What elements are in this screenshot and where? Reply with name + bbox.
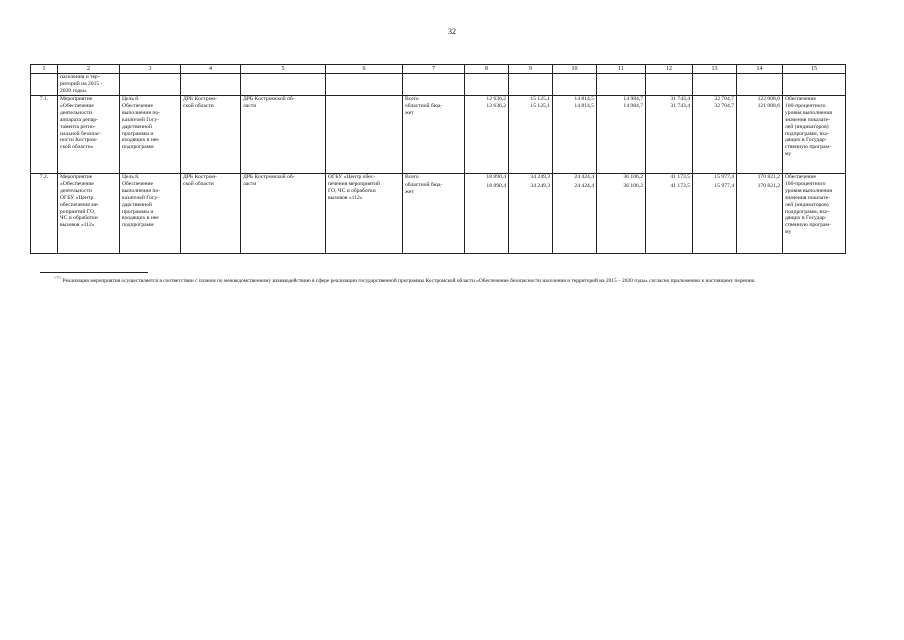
column-number: 7 [403,65,465,74]
value-cell: 32 704,7 [714,102,734,109]
column-number: 10 [553,65,597,74]
value-cell: 36 106,2 [623,174,643,180]
expected-result: Обеспечение 100-процентного уровня выполнения значения показате- лей (индикаторов) подпрограмм, вхо- дящих в Государ- ственную програм- му [783,174,846,254]
column-number: 14 [737,65,783,74]
value-cell: 31 743,4 [670,96,690,102]
value-cell: 122 008,6 [757,96,780,102]
program-table [30,64,846,254]
footnote-text: Реализация мероприятия осуществляется в соответствии с планом по межведомственному взаимодействию в сфере реализации государственной программы Костромской области «Обеспечение безопасности населения и территорий на 2015 – 2020 годы» согласно приложению к настоящему перечню. [61,277,756,284]
co-executor: ДРБ Костромской об- ласти [241,174,326,254]
value-cell: 24 424,4 [574,182,594,189]
event-name: Мероприятие «Обеспечение деятельности ОГБУ «Центр обеспечения ме- роприятий ГО, ЧС и обработки вызовов «112» [58,174,120,254]
page-number: 32 [448,27,456,36]
co-executor: ДРБ Костромской об- ласти [241,96,326,174]
value-cell: 31 743,4 [670,102,690,109]
value-cell: 12 636,2 [486,102,506,109]
value-cell: 18 890,4 [486,182,506,189]
value-cell: 41 173,5 [670,182,690,189]
participant [326,96,403,174]
value-cell: 15 125,1 [530,102,550,109]
table-row [31,96,846,174]
value-cell: 14 814,5 [574,102,594,109]
value-cell: 41 173,5 [670,174,690,180]
source-total: Всего [405,174,419,180]
value-cell: 170 821,2 [757,182,780,189]
value-cell: 32 704,7 [714,96,734,102]
responsible-executor: ДРБ Костром- ской области [181,174,241,254]
column-number: 4 [181,65,241,74]
row-number: 7.2. [31,174,58,254]
value-cell: 18 890,4 [486,174,506,180]
value-cell: 36 106,2 [623,182,643,189]
column-number: 15 [783,65,846,74]
funding-sources [403,174,465,254]
column-number-row [31,65,846,74]
goal: Цель 8. Обеспечение выполнения по- казателей Госу- дарственной программы и входящих в нее подпрограмм [120,174,181,254]
table-row [31,174,846,254]
value-cell: 12 636,2 [486,96,506,102]
event-name: Мероприятие «Обеспечение деятельности аппарата депар- тамента регио- нальной безопас- ности Костром- ской области» [58,96,120,174]
goal: Цель 8. Обеспечение выполнения по- казателей Госу- дарственной программы и входящих в нее подпрограмм [120,96,181,174]
value-cell: 15 977,4 [714,182,734,189]
column-number: 1 [31,65,58,74]
value-cell: 14 984,7 [623,96,643,102]
funding-sources [403,96,465,174]
value-cell: 34 249,3 [530,182,550,189]
value-cell: 14 814,5 [574,96,594,102]
value-cell: 15 977,4 [714,174,734,180]
responsible-executor: ДРБ Костром- ской области [181,96,241,174]
column-number: 9 [509,65,553,74]
column-number: 3 [120,65,181,74]
column-number: 5 [241,65,326,74]
expected-result: Обеспечение 100-процентного уровня выполнения значения показате- лей (индикаторов) подпрограмм, вхо- дящих в Государ- ственную програм- му [783,96,846,174]
footnote-divider [40,272,148,273]
column-number: 13 [693,65,737,74]
continued-event-name: населения и тер- риторий на 2015 - 2020 годы» [58,74,120,96]
participant: ОГБУ «Центр обес- печения мероприятий ГО, ЧС и обработки вызовов «112» [326,174,403,254]
column-number: 12 [646,65,693,74]
row-number: 7.1. [31,96,58,174]
source-regional-budget: областной бюд- жет [405,181,443,195]
column-number: 6 [326,65,403,74]
column-number: 8 [465,65,509,74]
value-cell: 121 008,6 [757,102,780,109]
footnote-marker: <7> [54,275,62,280]
value-cell: 14 984,7 [623,102,643,109]
column-number: 2 [58,65,120,74]
column-number: 11 [597,65,646,74]
value-cell: 34 249,3 [530,174,550,180]
continuation-row [31,74,846,96]
source-total: Всего [405,96,419,102]
value-cell: 170 821,2 [757,174,780,180]
value-cell: 15 125,1 [530,96,550,102]
source-regional-budget: областной бюд- жет [405,102,443,116]
footnote [40,274,860,285]
value-cell: 24 424,4 [574,174,594,180]
